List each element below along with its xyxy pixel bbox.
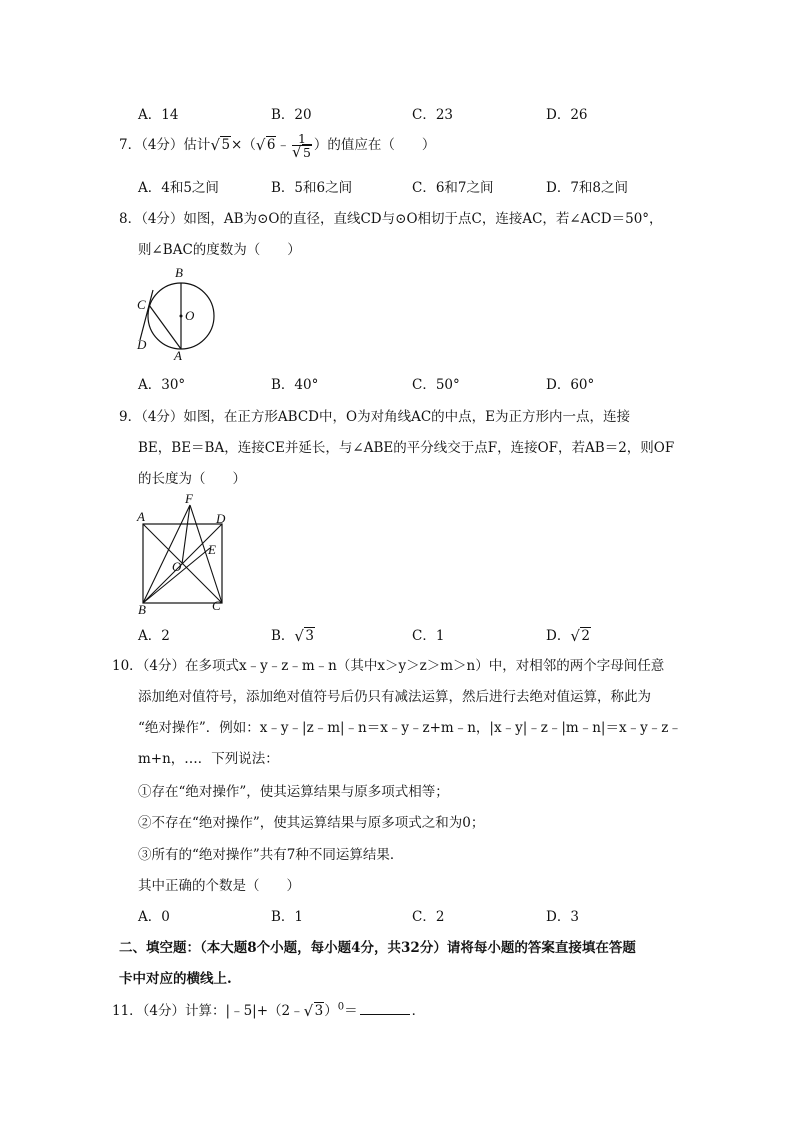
label-d: D [137, 337, 147, 352]
q7-option-d: D．7和8之间 [546, 180, 629, 196]
label-b: B [138, 602, 146, 617]
q6-option-c: C．23 [412, 107, 454, 123]
q9-line2: BE，BE＝BA，连接CE并延长，与∠ABE的平分线交于点F，连接OF，若AB＝2，则OF [138, 440, 675, 456]
q8-option-d: D．60° [546, 377, 595, 393]
q7-times: ×（ [231, 137, 256, 154]
q7-stem: 7．（4分）估计√ 5×（√ 6﹣ 1 √ 5 ）的值应在（ ） [119, 132, 435, 159]
q7-prefix: 7．（4分）估计 [119, 137, 211, 154]
label-a: A [137, 509, 145, 524]
q10-option-b: B．1 [271, 909, 304, 925]
q7-fraction: 1 √ 5 [292, 132, 312, 159]
segment-be [143, 548, 210, 603]
q9-option-b: B．√ 3 [271, 624, 315, 644]
label-f: F [185, 491, 193, 506]
q10-statement-1: ①存在“绝对操作”，使其运算结果与原多项式相等； [138, 784, 449, 800]
sqrt3-radical: √ 3 [305, 1003, 325, 1019]
label-o: O [172, 559, 182, 574]
q7-suffix: ）的值应在（ ） [313, 137, 436, 154]
label-c: C [212, 598, 221, 613]
q7-option-c: C．6和7之间 [412, 180, 494, 196]
q10-option-d: D．3 [546, 909, 579, 925]
q10-statement-3: ③所有的“绝对操作”共有7种不同运算结果． [138, 847, 404, 863]
q6-option-b: B．20 [271, 107, 312, 123]
q8-circle-figure [130, 262, 230, 362]
q10-option-c: C．2 [412, 909, 445, 925]
section2-heading-line1: 二、填空题：（本大题8个小题，每小题4分，共32分）请将每小题的答案直接填在答题 [119, 940, 636, 956]
label-o: O [185, 308, 195, 323]
q10-ask: 其中正确的个数是（ ） [138, 878, 300, 894]
label-b: B [175, 265, 183, 280]
q8-line1: 8．（4分）如图，AB为⊙O的直径，直线CD与⊙O相切于点C，连接AC，若∠ACD＝50°， [119, 211, 663, 227]
chord-ac [149, 305, 181, 349]
q6-option-a: A．14 [138, 107, 179, 123]
q7-option-a: A．4和5之间 [138, 180, 219, 196]
q8-option-c: C．50° [412, 377, 460, 393]
label-a: A [174, 348, 182, 362]
q9-option-a: A．2 [138, 628, 170, 644]
q8-option-a: A．30° [138, 377, 186, 393]
label-e: E [208, 542, 216, 557]
q11-answer-blank[interactable] [360, 1014, 410, 1015]
q9-option-c: C．1 [412, 628, 445, 644]
q8-line2: 则∠BAC的度数为（ ） [138, 242, 301, 258]
q10-statement-2: ②不存在“绝对操作”，使其运算结果与原多项式之和为0； [138, 815, 485, 831]
q10-line3: “绝对操作”．例如：x﹣y﹣|z﹣m|﹣n＝x﹣y﹣z+m﹣n，|x﹣y|﹣z﹣|m﹣n|＝x﹣y﹣z﹣ [138, 720, 682, 736]
q8-option-b: B．40° [271, 377, 319, 393]
section2-heading-line2: 卡中对应的横线上. [119, 971, 232, 987]
q9-square-figure [130, 488, 240, 618]
q10-line2: 添加绝对值符号，添加绝对值符号后仍只有减法运算，然后进行去绝对值运算，称此为 [138, 689, 651, 705]
q6-option-d: D．26 [546, 107, 588, 123]
q11-stem: 11．（4分）计算：|﹣5|+（2﹣√ 3）$^0$＝ ． [112, 999, 425, 1019]
label-d: D [216, 511, 226, 526]
center-dot [180, 315, 183, 318]
q7-option-b: B．5和6之间 [271, 180, 353, 196]
label-c: C [137, 297, 146, 312]
q9-option-d: D．√ 2 [546, 624, 591, 644]
q9-line1: 9．（4分）如图，在正方形ABCD中，O为对角线AC的中点，E为正方形内一点，连接 [119, 409, 631, 425]
sqrt5-radical: √ 5 [211, 137, 231, 153]
q10-option-a: A．0 [138, 909, 170, 925]
q9-line3: 的长度为（ ） [138, 471, 246, 487]
q10-line4: m+n，…．下列说法： [138, 751, 279, 767]
q10-line1: 10．（4分）在多项式x﹣y﹣z﹣m﹣n（其中x＞y＞z＞m＞n）中，对相邻的两个字母间任意 [112, 658, 665, 674]
sqrt6-radical: √ 6 [257, 137, 277, 153]
